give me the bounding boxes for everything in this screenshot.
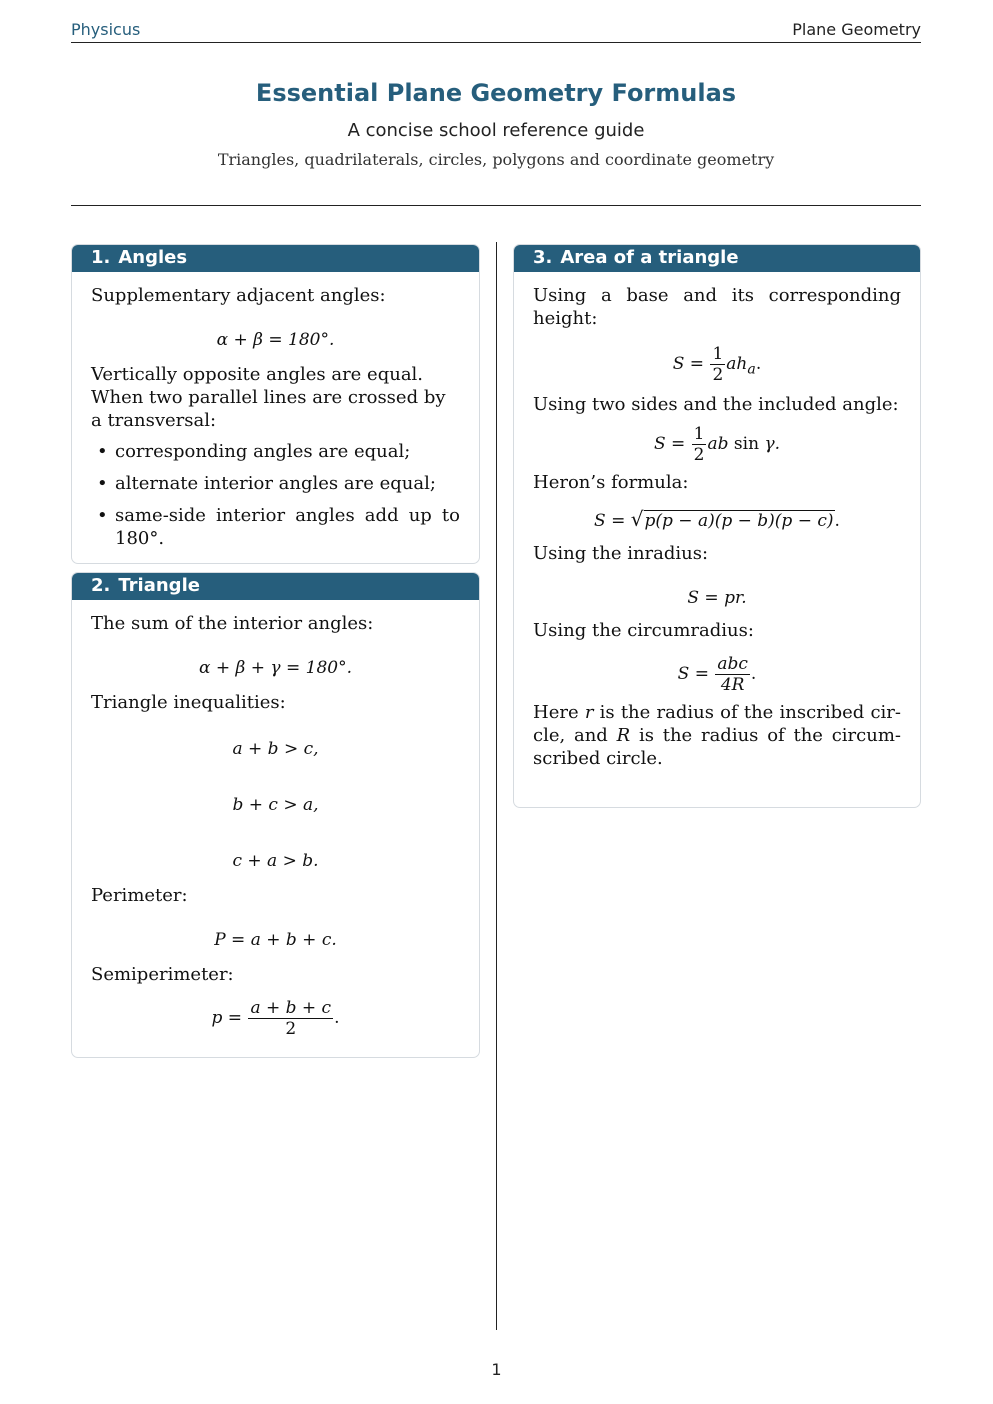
inequality-formula: b + c > a,: [232, 795, 319, 815]
header-topic: Plane Geometry: [792, 20, 921, 39]
list-item: • same-side interior angles add up to 180°.: [97, 505, 460, 549]
supplementary-formula: α + β = 180°.: [216, 330, 335, 350]
document-subtitle: A concise school reference guide: [347, 120, 645, 141]
section-number: 2.: [91, 575, 111, 596]
angle-sum-label: The sum of the interior angles:: [91, 613, 374, 634]
page-number: 1: [491, 1360, 502, 1379]
bullet-icon: •: [97, 441, 108, 462]
inradius-formula: S = pr.: [687, 588, 747, 608]
parallel-lines-text: Vertically opposite angles are equal. When two parallel lines are crossed by a transversal:: [91, 364, 446, 431]
section-triangle-header: [72, 573, 479, 600]
document-topics: Triangles, quadrilaterals, circles, polygons and coordinate geometry: [217, 150, 775, 169]
angle-facts-list: [91, 440, 460, 550]
section-number: 3.: [533, 247, 553, 268]
angle-sum-formula: α + β + γ = 180°.: [199, 658, 352, 678]
fraction: $\frac{a + b + c}{2}$: [250, 998, 332, 1039]
section-triangle: [71, 572, 480, 1058]
title-divider: [71, 205, 921, 206]
section-angles: [71, 244, 480, 564]
section-area-header: [514, 245, 920, 272]
header-brand: Physicus: [71, 20, 141, 39]
section-number: 1.: [91, 247, 111, 268]
perimeter-label: Perimeter:: [91, 885, 188, 906]
two-sides-formula: S = $\frac{1}{2}$ ab sin γ.: [653, 424, 781, 465]
inequality-formula: a + b > c,: [232, 739, 319, 759]
two-sides-label: Using two sides and the included angle:: [533, 394, 899, 415]
list-item: • alternate interior angles are equal;: [97, 473, 436, 494]
column-divider: [496, 242, 497, 1330]
section-area-body: [514, 272, 920, 780]
section-heading: Triangle: [118, 575, 200, 596]
circumradius-label: Using the circumradius:: [533, 620, 754, 641]
section-angles-header: [72, 245, 479, 272]
radical-icon: √: [630, 507, 644, 531]
section-triangle-body: [72, 600, 479, 1049]
section-heading: Area of a triangle: [560, 247, 739, 268]
section-angles-body: [72, 272, 479, 569]
bullet-icon: •: [97, 473, 108, 494]
perimeter-formula: P = a + b + c.: [214, 930, 337, 950]
fraction: $\frac{\text{abc}}{4R}$: [717, 654, 748, 695]
square-root: √p(p − a)(p − b)(p − c): [630, 507, 834, 531]
section-area: [513, 244, 921, 808]
circumradius-formula: S = $\frac{\text{abc}}{4R}$ .: [677, 654, 757, 695]
inequalities-label: Triangle inequalities:: [91, 692, 286, 713]
document-title: Essential Plane Geometry Formulas: [255, 79, 737, 107]
semiperimeter-formula: p = $\frac{a + b + c}{2}$ .: [211, 998, 340, 1039]
heron-formula: S = √p(p − a)(p − b)(p − c).: [594, 507, 840, 531]
radius-note: Here r is the radius of the inscribed cir-cle, and R is the radius of the circum-scribed circle.: [533, 702, 901, 769]
heron-label: Heron’s formula:: [533, 472, 689, 493]
fraction: $\frac{1}{2}$: [693, 424, 705, 465]
list-item: • corresponding angles are equal;: [97, 441, 411, 462]
base-height-label: Using a base and its corresponding height:: [533, 285, 901, 329]
title-block: [71, 78, 921, 170]
supplementary-label: Supplementary adjacent angles:: [91, 285, 386, 306]
running-header: [71, 20, 921, 43]
section-heading: Angles: [118, 247, 188, 268]
inequality-formula: c + a > b.: [232, 851, 319, 871]
fraction: $\frac{1}{2}$: [712, 344, 724, 385]
base-height-formula: S = $\frac{1}{2}$ $ah_a$.: [672, 344, 762, 385]
inradius-label: Using the inradius:: [533, 543, 709, 564]
semiperimeter-label: Semiperimeter:: [91, 964, 234, 985]
bullet-icon: •: [97, 505, 108, 526]
